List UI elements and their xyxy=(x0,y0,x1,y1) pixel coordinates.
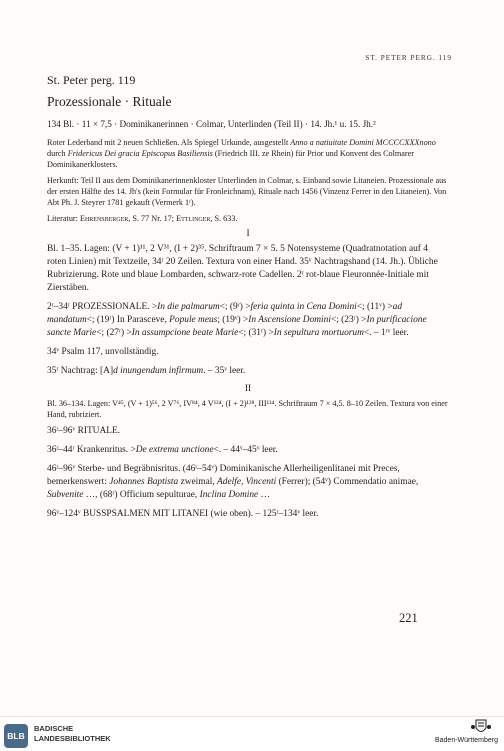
shelfmark-heading: St. Peter perg. 119 xyxy=(47,73,136,87)
binding-paragraph: Roter Lederband mit 2 neuen Schließen. Als Spiegel Urkunde, ausgestellt Anno a natiuitate Domini MCCCCXXXnono durch Fridericus Dei gracia Episcopus Basiliensis (Friedrich III. ze Rhein) für Prior und Konvent des Colmarer Dominikanerklosters. xyxy=(47,138,436,169)
section-2-entry-rituale: 36ʳ–96ᵛ RITUALE. xyxy=(47,426,121,436)
manuscript-title: Prozessionale · Rituale xyxy=(47,94,172,109)
running-head: ST. PETER PERG. 119 xyxy=(365,54,452,62)
literature-paragraph: Literatur: Ehrensberger, S. 77 Nr. 17; Ettlinger, S. 633. xyxy=(47,214,238,223)
library-name[interactable]: BADISCHE LANDESBIBLIOTHEK xyxy=(34,724,111,743)
baden-wuerttemberg-crest-icon xyxy=(470,718,492,736)
physical-description: 134 Bl. · 11 × 7,5 · Dominikanerinnen · Colmar, Unterlinden (Teil II) · 14. Jh.¹ u. 15. Jh.² xyxy=(47,119,376,129)
document-content xyxy=(47,73,449,527)
section-1-collation: Bl. 1–35. Lagen: (V + 1)¹¹, 2 V³¹, (I + 2)³⁵. Schriftraum 7 × 5. 5 Notensysteme (Quadratnotation auf 4 roten Linien) mit Textzeile, 34ʳ 20 Zeilen. Textura von einer Hand. 35ᵛ Nachtragshand (14. Jh.). Übliche Rubrizierung. Rote und blaue Lombarden, schwarz-rote Cadellen. 2ʳ rot-blaue Fleuronnée-Initiale mit Zierstäben. xyxy=(47,244,438,293)
section-1-entry-psalm: 34ᵛ Psalm 117, unvollständig. xyxy=(47,347,159,357)
state-name[interactable]: Baden-Württemberg xyxy=(434,737,498,744)
section-numeral-2: II xyxy=(244,384,252,394)
page-number: 221 xyxy=(399,611,418,625)
section-2-entry-busspsalmen: 96ᵛ–124ᵛ BUSSPSALMEN MIT LITANEI (wie oben). – 125ʳ–134ᵛ leer. xyxy=(47,509,319,519)
section-1-entry-prozessionale: 2ʳ–34ʳ PROZESSIONALE. >In die palmarum<; (9ʳ) >feria quinta in Cena Domini<; (11ᵛ) >ad mandatum<; (19ʳ) In Parasceve, Popule meus; (19ᵛ) >In Ascensione Domini<; (23ʳ) >In purificacione sancte Marie<; (27ʳ) >In assumpcione beate Marie<; (31ʳ) >In sepultura mortuorum<. – 1ʳᵛ leer. xyxy=(47,302,427,338)
provenance-paragraph: Herkunft: Teil II aus dem Dominikanerinnenkloster Unterlinden in Colmar, s. Einband sowie Litaneien. Prozessionale aus der ersten Hälfte des 14. Jh's (kein Formular für Fronleichnam), Rituale nach 1456 (Vinzenz Ferrer in den Litaneien). Von Abt Ph. J. Steyrer 1781 gekauft (Vermerk 1ʳ). xyxy=(47,176,447,207)
section-2-collation: Bl. 36–134. Lagen: V⁴⁵, (V + 1)⁵⁶, 2 V⁷⁶, IV⁸⁴, 4 V¹²⁴, (I + 2)¹²⁸, III¹³⁴. Schriftraum 7 × 4,5. 8–10 Zeilen. Textura von einer Hand, rubriziert. xyxy=(47,399,448,419)
section-numeral-1: I xyxy=(246,229,250,239)
blb-logo-icon[interactable]: BLB xyxy=(4,724,28,748)
section-1-entry-nachtrag: 35ʳ Nachtrag: [A]d inungendum infirmum. – 35ᵛ leer. xyxy=(47,366,246,376)
section-2-entry-krankenritus: 36ʳ–44ʳ Krankenritus. >De extrema unctione<. – 44ᵛ–45ᵛ leer. xyxy=(47,445,278,455)
section-2-entry-begraebnisritus: 46ʳ–96ᵛ Sterbe- und Begräbnisritus. (46ʳ–54ᵛ) Dominikanische Allerheiligenlitanei mit Preces, bemerkenswert: Johannes Baptista zweimal, Adelfe, Vincenti (Ferrer); (54ᵛ) Commendatio animae, Subvenite …, (68ʳ) Officium sepulturae, Inclina Domine … xyxy=(47,464,419,500)
